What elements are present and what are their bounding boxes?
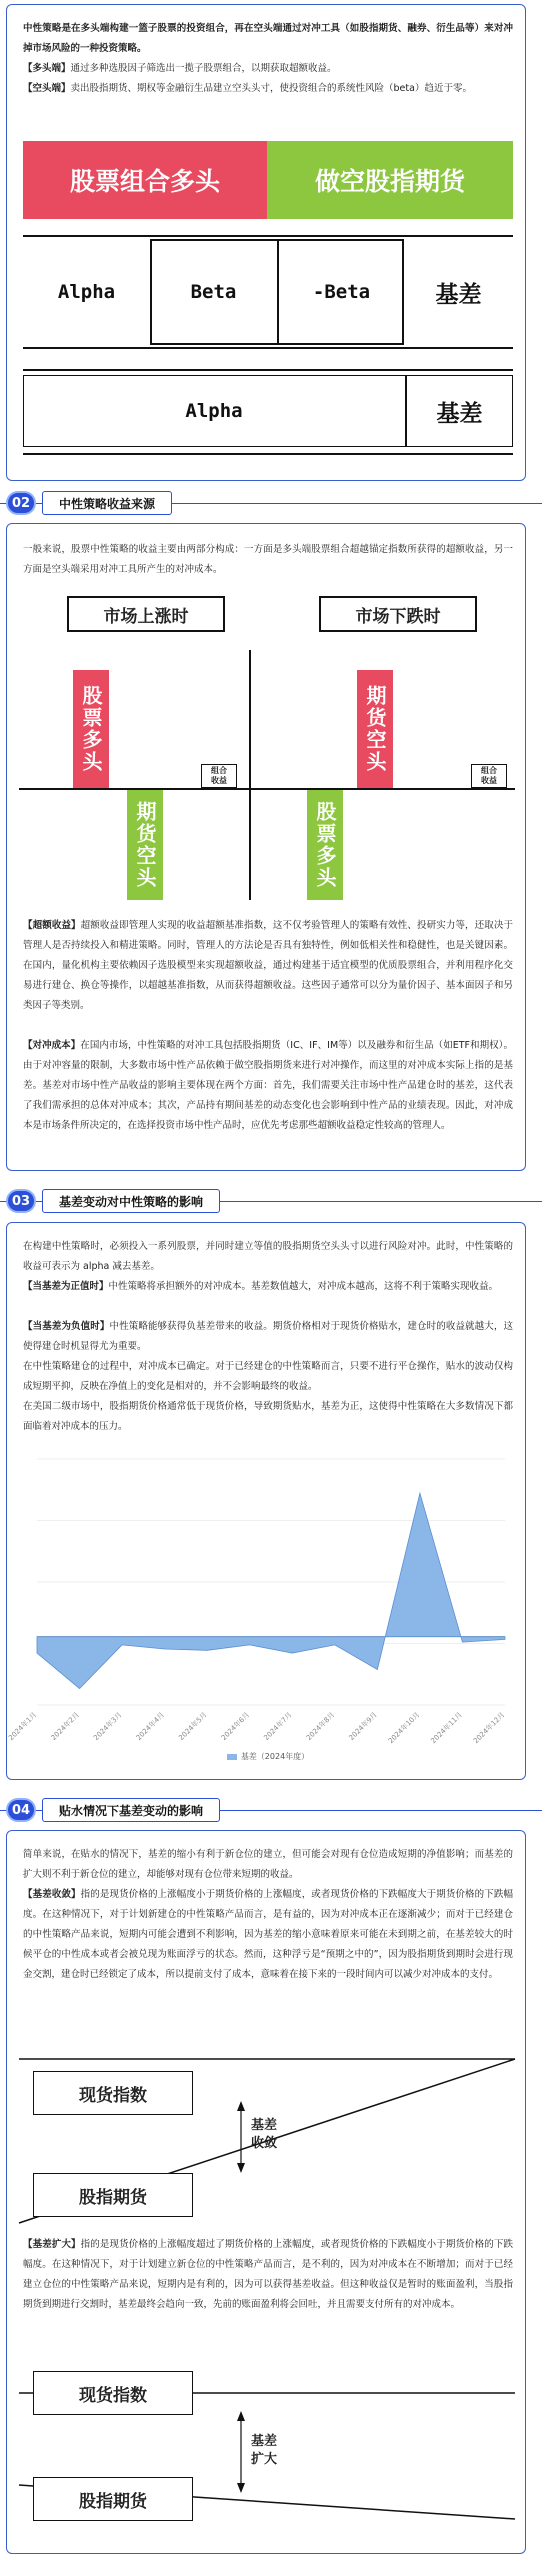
sec2-hedge-paragraph: 【对冲成本】在国内市场，中性策略的对冲工具包括股指期货（IC、IF、IM等）以及融券和衍生品（如ETF和期权）。由于对冲容量的限制，大多数市场中性产品依赖于做空股指期货来进行对冲操作，而这里的对冲成本实际上指的是基差。基差对市场中性产品收益的影响主要体现在两个方面：首先，我们需要关注市场中性产品建仓时的基差，这代表了我们需承担的总体对冲成本；其次，产品持有期间基差的动态变化也会影响到中性产品的业绩表现。因此，对冲成本是市场条件所决定的，在选择投资市场中性产品时，应优先考虑那些超额收益稳定性较高的管理人。 [23, 1040, 513, 1131]
converge-diagram [19, 2055, 515, 2225]
x-tick-label: 2024年5月 [177, 1710, 209, 1743]
x-tick-label: 2024年2月 [49, 1710, 81, 1743]
legend-swatch [227, 1754, 237, 1760]
expand-label: 基差 扩大 [251, 2434, 278, 2467]
intro-paragraph-long: 【多头端】通过多种选股因子筛选出一揽子股票组合，以期获取超额收益。 [23, 63, 337, 74]
sec3-paragraph-positive: 【当基差为正值时】中性策略将承担额外的对冲成本。基差数值越大，对冲成本越高，这将不利于策略实现收益。 [23, 1281, 499, 1292]
sec2-paragraph-1: 一般来说，股票中性策略的收益主要由两部分构成：一方面是多头端股票组合超越锚定指数所获得的超额收益，另一方面是空头端采用对冲工具所产生的对冲成本。 [23, 544, 513, 575]
down-long-bar [307, 790, 343, 900]
down-short-label: 期货空头 [363, 685, 387, 773]
row2-bottom-line [23, 453, 513, 455]
sec3-paragraph-4: 在中性策略建仓的过程中，对冲成本已确定。对于已经建仓的中性策略而言，只要不进行平仓操作，贴水的波动仅构成短期平抑，反映在净值上的变化是相对的，并不会影响最终的收益。 [23, 1361, 513, 1392]
sec4-card [6, 1830, 526, 2554]
legend-label: 基差（2024年度） [240, 1752, 310, 1761]
sec3-paragraph-negative: 【当基差为负值时】中性策略能够获得负基差带来的收益。期货价格相对于现货价格贴水，建仓时的收益就越大，这使得建仓时机显得尤为重要。 [23, 1321, 513, 1352]
sec2-number: 02 [6, 491, 36, 515]
sec3-number: 03 [6, 1189, 36, 1213]
sec2-excess-paragraph: 【超额收益】超额收益即管理人实现的收益超额基准指数，这不仅考验管理人的策略有效性、投研实力等，还取决于管理人是否持续投入和精进策略。同时，管理人的方法论是否具有独特性，例如低相关性和稳健性，也是关键因素。在国内，量化机构主要依赖因子选股模型来实现超额收益，通过构建基于适宜模型的优质股票组合，并利用程序化交易进行建仓、换仓等操作，以超越基准指数，从而获得超额收益。这些因子通常可以分为量价因子、基本面因子和另类因子等类别。 [23, 920, 513, 1011]
row2-top-line [23, 369, 513, 371]
intro-paragraph-short: 【空头端】卖出股指期货、期权等金融衍生品建立空头头寸，使投资组合的系统性风险（beta）趋近于零。 [23, 83, 472, 94]
sec3-title: 基差变动对中性策略的影响 [42, 1189, 220, 1213]
x-tick-label: 2024年9月 [347, 1710, 379, 1743]
sec2-header [6, 488, 172, 518]
row1-alpha: Alpha [57, 281, 116, 303]
row1-basis: 基差 [435, 281, 482, 308]
row1-bottom-line [23, 347, 513, 349]
x-tick-label: 2024年11月 [429, 1710, 464, 1746]
sec4-paragraph-1: 简单来说，在贴水的情况下，基差的缩小有利于新仓位的建立，但可能会对现有仓位造成短期的净值影响；而基差的扩大则不利于新仓位的建立，却能够对现有仓位带来短期的收益。 [23, 1849, 513, 1880]
sec2-card [6, 523, 526, 1171]
sec4-expand-paragraph: 【基差扩大】指的是现货价格的上涨幅度超过了期货价格的上涨幅度，或者现货价格的下跌幅度小于期货价格的下跌幅度。在这种情况下，对于计划建立新仓位的中性策略产品而言，是不利的，因为对冲成本在不断增加；而对于已经建立仓位的中性策略产品来说，短期内是有利的，因为可以获得基差收益。但这种收益仅是暂时的账面盈利，当股指期货到期进行交割时，基差最终会趋向一致，先前的账面盈利将会回吐，并且需要支付所有的对冲成本。 [23, 2239, 513, 2310]
row1-neg-beta: -Beta [312, 281, 371, 303]
down-long-label: 股票多头 [313, 801, 337, 889]
up-short-bar [127, 790, 163, 900]
row2-basis: 基差 [436, 400, 483, 427]
chart-legend [23, 1751, 513, 1762]
x-tick-label: 2024年1月 [7, 1710, 39, 1743]
expand-diagram [19, 2359, 515, 2539]
basis-chart [7, 1449, 513, 1771]
x-tick-label: 2024年4月 [134, 1710, 167, 1743]
row1-top-line [23, 235, 513, 237]
row2-alpha: Alpha [185, 400, 243, 422]
sec3-header [6, 1186, 220, 1216]
sec4-header [6, 1795, 220, 1825]
x-tick-label: 2024年12月 [471, 1710, 507, 1746]
x-tick-label: 2024年8月 [304, 1710, 337, 1743]
converge-futures-box: 股指期货 [33, 2173, 193, 2217]
intro-card [6, 4, 526, 481]
expand-futures-box: 股指期货 [33, 2477, 193, 2521]
x-tick-label: 2024年7月 [262, 1710, 294, 1743]
up-short-label: 期货空头 [133, 801, 157, 889]
down-combo-box: 组合 收益 [471, 764, 507, 788]
down-title-box: 市场下跌时 [319, 596, 477, 632]
bar-short: 做空股指期货 [267, 141, 513, 219]
converge-spot-box: 现货指数 [33, 2071, 193, 2115]
sec3-paragraph-1: 在构建中性策略时，必须投入一系列股票，并同时建立等值的股指期货空头头寸以进行风险对冲。此时，中性策略的收益可表示为 alpha 减去基差。 [23, 1241, 513, 1272]
axis-horizontal [19, 788, 515, 790]
axis-vertical [249, 650, 251, 900]
up-long-label: 股票多头 [79, 685, 103, 773]
x-tick-label: 2024年10月 [386, 1710, 422, 1746]
sec3-paragraph-5: 在美国二级市场中，股指期货价格通常低于现货价格，导致期货贴水，基差为正，这使得中性策略在大多数情况下都面临着对冲成本的压力。 [23, 1401, 513, 1432]
up-combo-box: 组合 收益 [201, 764, 237, 788]
sec2-title: 中性策略收益来源 [42, 491, 172, 515]
down-short-bar [357, 670, 393, 788]
bar-long: 股票组合多头 [23, 141, 267, 219]
up-long-bar [73, 670, 109, 788]
x-tick-label: 2024年6月 [219, 1710, 252, 1743]
sec3-card [6, 1222, 526, 1780]
sec4-title: 贴水情况下基差变动的影响 [42, 1798, 220, 1822]
intro-paragraph-1: 中性策略是在多头端构建一篮子股票的投资组合，再在空头端通过对冲工具（如股指期货、融券、衍生品等）来对冲掉市场风险的一种投资策略。 [23, 23, 513, 54]
up-title-box: 市场上涨时 [67, 596, 225, 632]
expand-spot-box: 现货指数 [33, 2371, 193, 2415]
returns-diagram [19, 592, 515, 902]
sec4-converge-paragraph: 【基差收敛】指的是现货价格的上涨幅度小于期货价格的上涨幅度，或者现货价格的下跌幅度大于期货价格的下跌幅度。在这种情况下，对于计划新建仓的中性策略产品而言，是有益的，因为对冲成本正在逐渐减少；而对于已经建仓的中性策略产品来说，短期内可能会遭到不利影响，因为基差的缩小意味着原来可能在未到期之前，在基差较大的时候平仓的中性成本或者会被兑现为账面浮亏的状态。然而，这种浮亏是“预期之中的”，因为股指期货到期时会进行现金交割，建仓时已经锁定了成本，所以提前支付了成本，意味着在接下来的一段时间内可以减少对冲成本的支付。 [23, 1889, 513, 1980]
sec4-number: 04 [6, 1798, 36, 1822]
basis-area [37, 1493, 505, 1688]
basis-chart-svg [7, 1449, 513, 1749]
x-tick-label: 2024年3月 [92, 1710, 124, 1743]
converge-label: 基差 收敛 [251, 2118, 278, 2151]
row1-beta: Beta [190, 281, 237, 303]
